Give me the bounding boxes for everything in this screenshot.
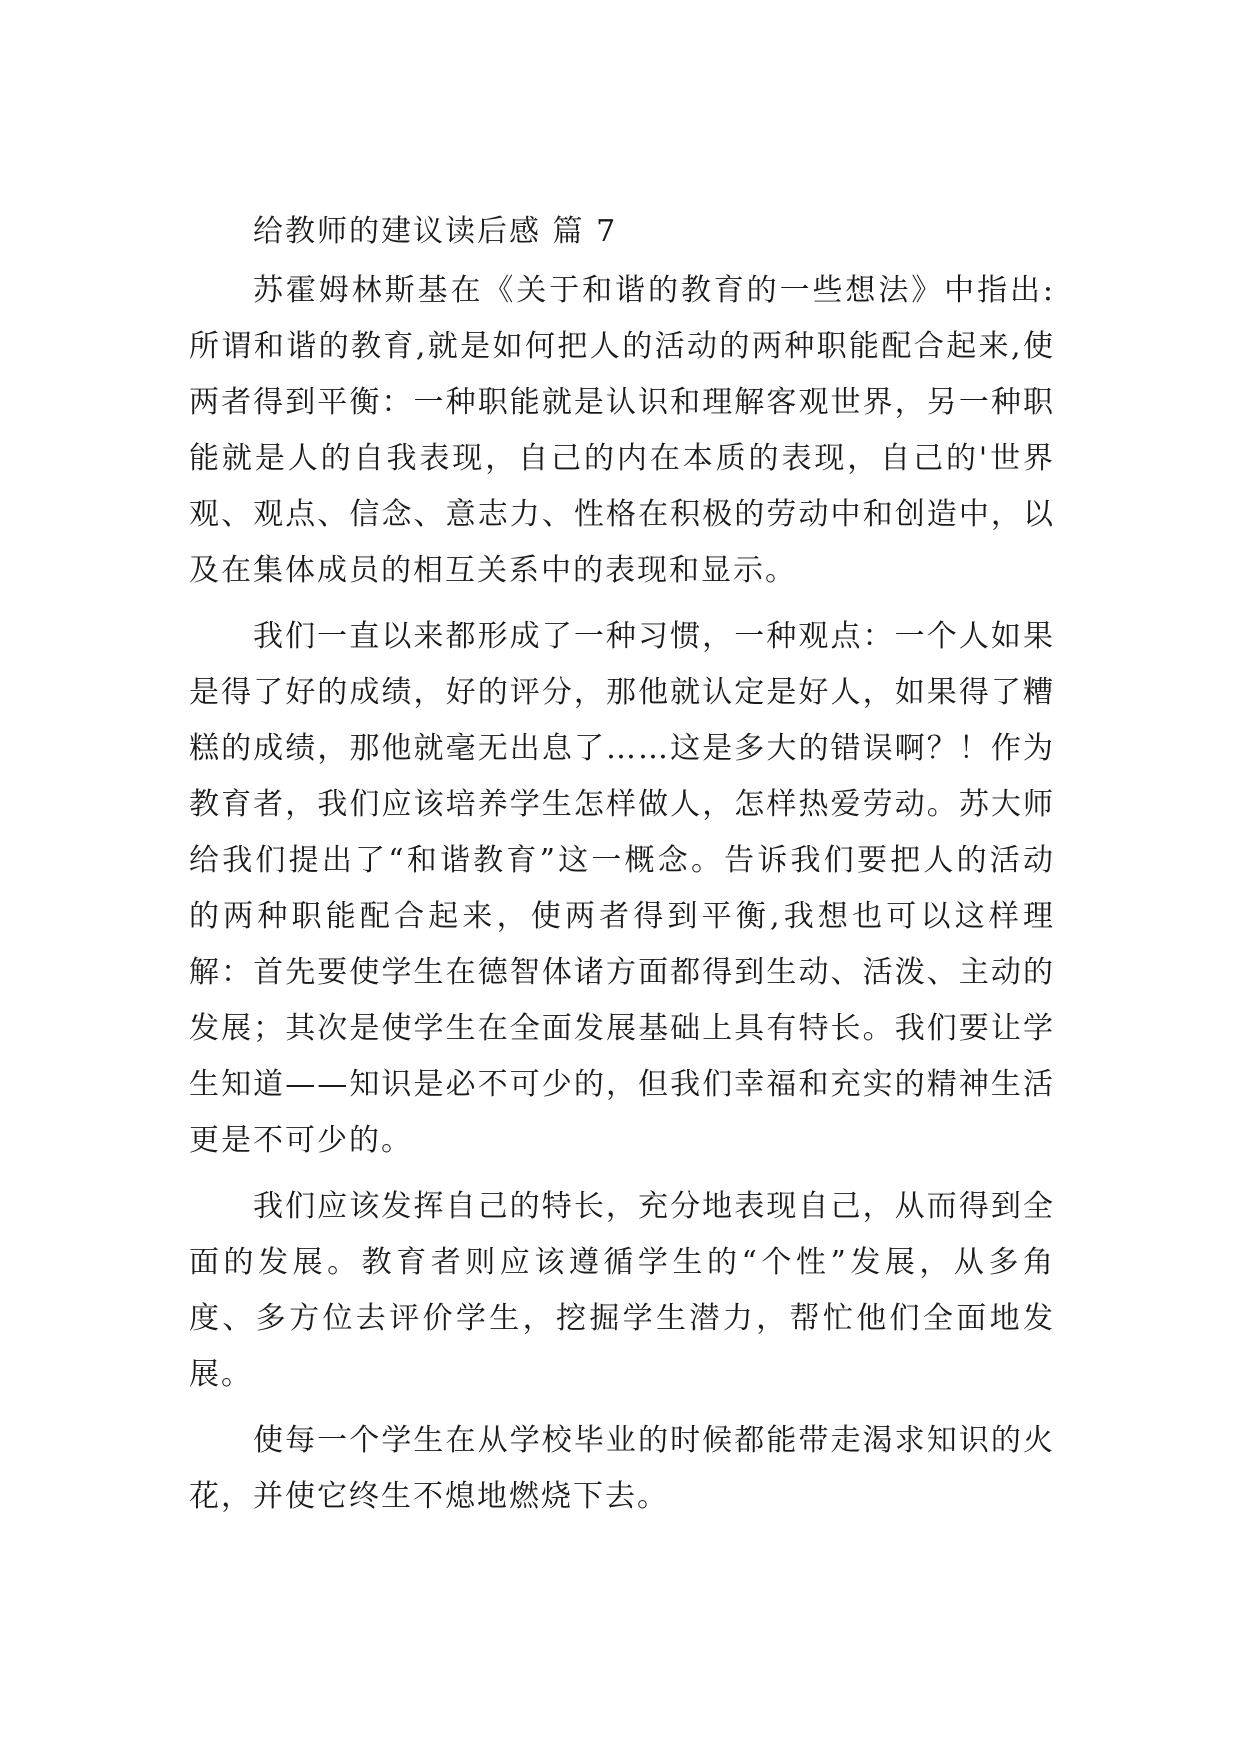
paragraph-2: 我们一直以来都形成了一种习惯，一种观点：一个人如果是得了好的成绩，好的评分，那他就认定是好人，如果得了糟糕的成绩，那他就毫无出息了……这是多大的错误啊？！作为教育者，我们应该培养学生怎样做人，怎样热爱劳动。苏大师给我们提出了“和谐教育”这一概念。告诉我们要把人的活动的两种职能配合起来，使两者得到平衡,我想也可以这样理解：首先要使学生在德智体诸方面都得到生动、活泼、主动的发展；其次是使学生在全面发展基础上具有特长。我们要让学生知道——知识是必不可少的，但我们幸福和充实的精神生活更是不可少的。 bbox=[189, 619, 1055, 1158]
paragraph-3: 我们应该发挥自己的特长，充分地表现自己，从而得到全面的发展。教育者则应该遵循学生的“个性”发展，从多角度、多方位去评价学生，挖掘学生潜力，帮忙他们全面地发展。 bbox=[189, 1189, 1055, 1392]
paragraph-1: 苏霍姆林斯基在《关于和谐的教育的一些想法》中指出:所谓和谐的教育,就是如何把人的活动的两种职能配合起来,使两者得到平衡：一种职能就是认识和理解客观世界，另一种职能就是人的自我表现，自己的内在本质的表现，自己的'世界观、观点、信念、意志力、性格在积极的劳动中和创造中，以及在集体成员的相互关系中的表现和显示。 bbox=[189, 273, 1055, 588]
document-body bbox=[189, 207, 1055, 1525]
paragraph-4: 使每一个学生在从学校毕业的时候都能带走渴求知识的火花，并使它终生不熄地燃烧下去。 bbox=[189, 1423, 1055, 1514]
document-title: 给教师的建议读后感 篇 7 bbox=[253, 214, 618, 249]
